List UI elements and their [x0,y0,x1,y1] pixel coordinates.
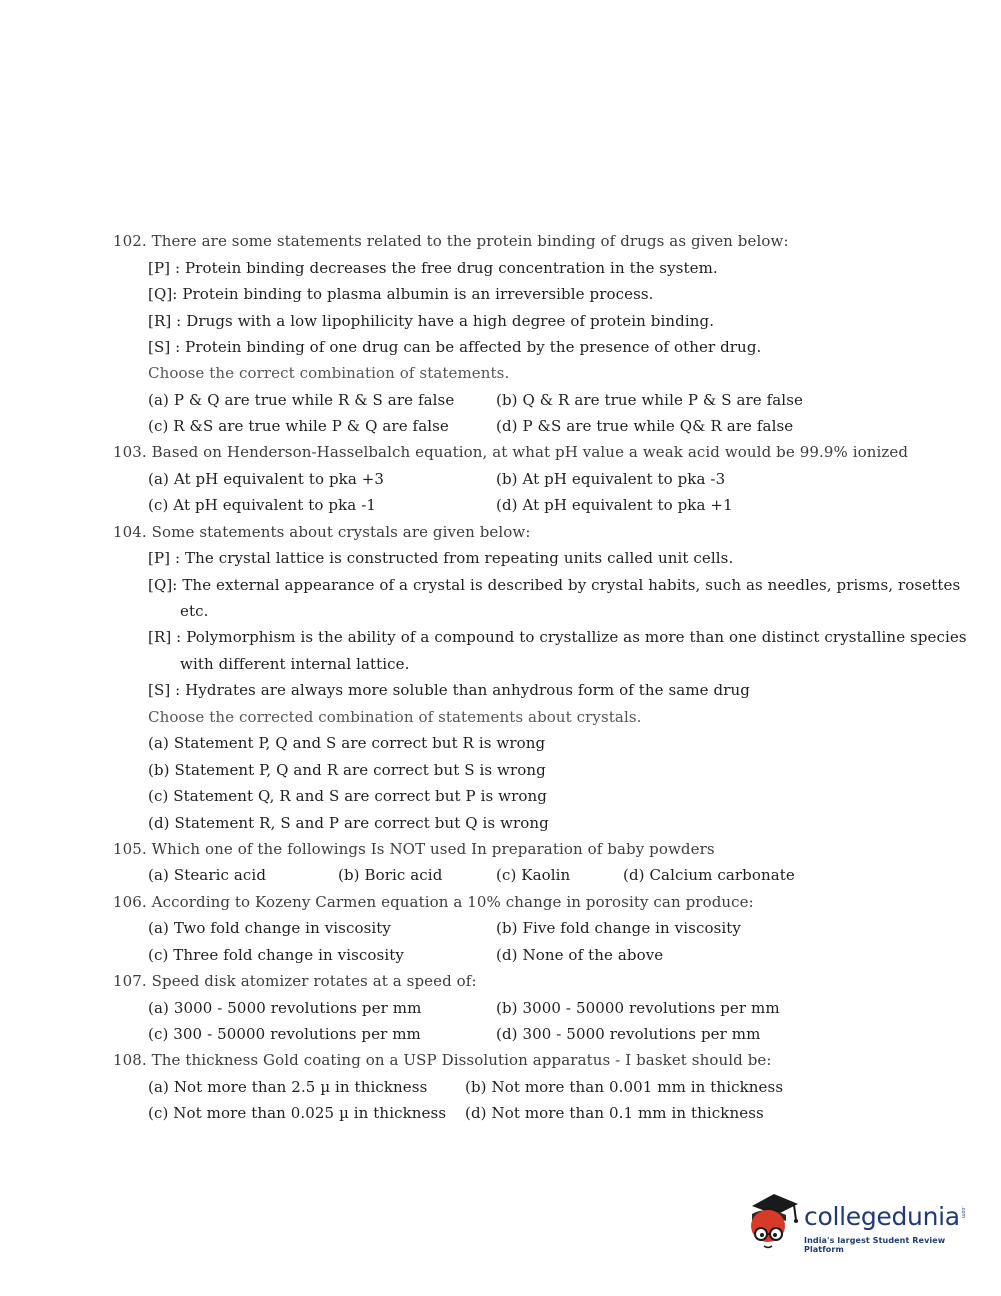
q102-option-c: (c) R &S are true while P & Q are false [148,417,449,435]
q106-option-c: (c) Three fold change in viscosity [148,946,404,964]
q103-option-b: (b) At pH equivalent to pka -3 [496,470,726,488]
q105-option-d: (d) Calcium carbonate [623,866,795,884]
q104-option-d: (d) Statement R, S and P are correct but Q is wrong [148,814,549,832]
brand-name: collegedunia [804,1202,960,1231]
q108-option-b: (b) Not more than 0.001 mm in thickness [465,1078,784,1096]
q104-statement-p: [P] : The crystal lattice is constructed from repeating units called unit cells. [148,549,734,567]
q104-option-c: (c) Statement Q, R and S are correct but P is wrong [148,787,547,805]
q108-option-a: (a) Not more than 2.5 µ in thickness [148,1078,428,1096]
q108-option-c: (c) Not more than 0.025 µ in thickness [148,1104,447,1122]
q103-option-c: (c) At pH equivalent to pka -1 [148,496,377,514]
q105-option-a: (a) Stearic acid [148,866,267,884]
q105-stem: 105. Which one of the followings Is NOT used In preparation of baby powders [113,840,715,858]
q106-option-a: (a) Two fold change in viscosity [148,919,392,937]
q103-stem: 103. Based on Henderson-Hasselbalch equation, at what pH value a weak acid would be 99.9% ionized [113,443,909,461]
q107-option-a: (a) 3000 - 5000 revolutions per mm [148,999,422,1017]
q104-choose: Choose the corrected combination of statements about crystals. [148,708,642,726]
q102-option-b: (b) Q & R are true while P & S are false [496,391,803,409]
q104-statement-r: [R] : Polymorphism is the ability of a compound to crystallize as more than one distinct crystalline species [148,628,967,646]
q102-statement-r: [R] : Drugs with a low lipophilicity have a high degree of protein binding. [148,312,715,330]
q107-stem: 107. Speed disk atomizer rotates at a speed of: [113,972,477,990]
q104-statement-s: [S] : Hydrates are always more soluble than anhydrous form of the same drug [148,681,750,699]
q103-option-a: (a) At pH equivalent to pka +3 [148,470,385,488]
q105-option-b: (b) Boric acid [338,866,443,884]
q105-option-c: (c) Kaolin [496,866,571,884]
q108-stem: 108. The thickness Gold coating on a USP Dissolution apparatus - I basket should be: [113,1051,772,1069]
q104-statement-q-cont: etc. [180,602,209,620]
brand-suffix: .com [960,1206,966,1219]
q102-statement-s: [S] : Protein binding of one drug can be affected by the presence of other drug. [148,338,762,356]
q102-statement-p: [P] : Protein binding decreases the free drug concentration in the system. [148,259,718,277]
q107-option-c: (c) 300 - 50000 revolutions per mm [148,1025,421,1043]
q106-option-b: (b) Five fold change in viscosity [496,919,741,937]
q107-option-b: (b) 3000 - 50000 revolutions per mm [496,999,780,1017]
q108-option-d: (d) Not more than 0.1 mm in thickness [465,1104,764,1122]
q107-option-d: (d) 300 - 5000 revolutions per mm [496,1025,761,1043]
q104-statement-q: [Q]: The external appearance of a crystal is described by crystal habits, such as needles, prisms, rosettes [148,576,961,594]
q102-option-d: (d) P &S are true while Q& R are false [496,417,794,435]
q102-stem: 102. There are some statements related to the protein binding of drugs as given below: [113,232,789,250]
q104-stem: 104. Some statements about crystals are given below: [113,523,531,541]
q102-option-a: (a) P & Q are true while R & S are false [148,391,455,409]
q102-statement-q: [Q]: Protein binding to plasma albumin is an irreversible process. [148,285,654,303]
q104-option-a: (a) Statement P, Q and S are correct but R is wrong [148,734,546,752]
brand-tagline: India's largest Student Review Platform [804,1236,946,1254]
mascot-icon [742,1188,802,1258]
q106-stem: 106. According to Kozeny Carmen equation a 10% change in porosity can produce: [113,893,754,911]
collegedunia-logo [742,1188,972,1260]
q104-statement-r-cont: with different internal lattice. [180,655,410,673]
q102-choose: Choose the correct combination of statements. [148,364,510,382]
q104-option-b: (b) Statement P, Q and R are correct but S is wrong [148,761,546,779]
q106-option-d: (d) None of the above [496,946,664,964]
q103-option-d: (d) At pH equivalent to pka +1 [496,496,733,514]
